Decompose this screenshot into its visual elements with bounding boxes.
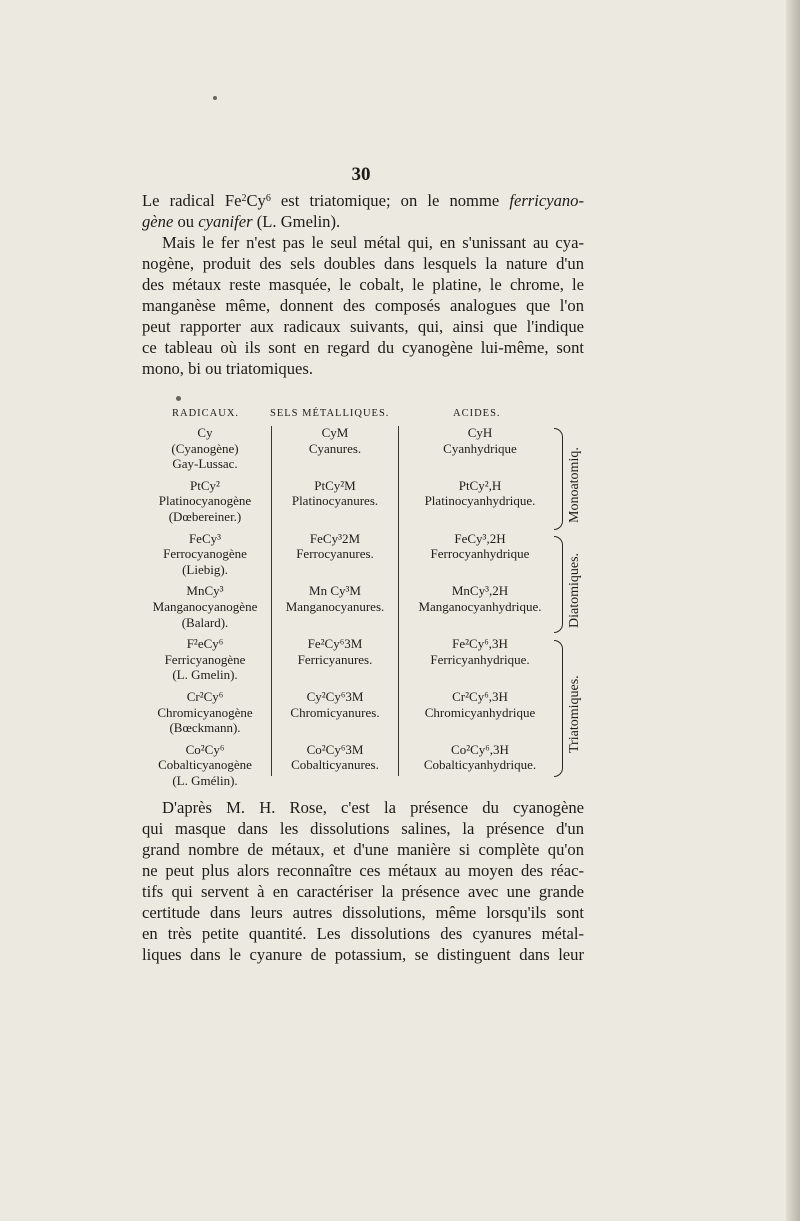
acide-entry: CyH Cyanhydrique [443,425,517,456]
text-line: grand nombre de métaux, et d'une manière si complète qu'on [142,840,584,859]
header-acides: ACIDES. [453,408,501,419]
text-line: D'après M. H. Rose, c'est la présence du cyanogène [162,798,584,817]
text-line: Le radical Fe$^2$Cy$^6$ est triatomique; on le nomme ferricyano- [142,191,584,210]
speck [176,396,181,401]
sel-entry: CyM Cyanures. [308,425,362,456]
sel-entry: Cy²Cy⁶3M Chromicyanures. [290,688,380,720]
acide-entry: FeCy³,2H Ferrocyanhydrique [430,530,530,562]
radical-entry: Cy (Cyanogène) Gay-Lussac. [171,425,239,472]
text-line: tifs qui servent à en caractériser la présence avec une grande [142,882,584,901]
acide-entry: Co²Cy⁶,3H Cobalticyanhydrique. [423,741,537,773]
cyanogen-table [140,408,600,788]
sel-entry: Co²Cy⁶3M Cobalticyanures. [291,741,379,773]
radical-entry: Co²Cy⁶ Cobalticyanogène (L. Gmélin). [158,741,252,788]
page-edge [786,0,800,1221]
page-number: 30 [351,164,371,185]
group-bracket-diatomic [554,536,563,633]
text-line: nogène, produit des sels doubles dans lesquels la nature d'un [142,254,584,273]
sel-entry: PtCy²M Platinocyanures. [291,477,379,509]
text-line: Mais le fer n'est pas le seul métal qui, en s'unissant au cya- [162,233,584,252]
acide-entry: Cr²Cy⁶,3H Chromicyanhydrique [424,688,536,720]
intro-paragraph [142,190,584,379]
group-label-monoatomic: Monoatomiq. [567,447,582,523]
sel-entry: Mn Cy³M Manganocyanures. [285,583,385,614]
text-line: gène ou cyanifer (L. Gmelin). [142,212,341,231]
text-line: manganèse même, donnent des composés analogues que l'on [142,296,584,315]
radicaux-column [140,425,270,794]
sels-column [270,425,400,779]
text-line: en très petite quantité. Les dissolutions des cyanures métal- [142,924,584,943]
group-label-triatomic: Triatomiques. [567,675,582,753]
radical-entry: Cr²Cy⁶ Chromicyanogène (Bœckmann). [157,688,253,736]
text-line: des métaux reste masquée, le cobalt, le platine, le chrome, le [142,275,584,294]
rose-paragraph [142,797,584,965]
text-line: qui masque dans les dissolutions salines, la présence d'un [142,819,584,838]
acide-entry: PtCy²,H Platinocyanhydrique. [424,477,536,509]
radical-entry: MnCy³ Manganocyanogène (Balard). [152,583,258,630]
header-sels: SELS MÉTALLIQUES. [270,408,390,419]
acides-column [400,425,560,779]
header-radicaux: RADICAUX. [172,408,240,419]
sel-entry: Fe²Cy⁶3M Ferricyanures. [297,636,373,667]
radical-entry: PtCy² Platinocyanogène (Dœbereiner.) [158,477,252,524]
text-line: peut rapporter aux radicaux suivants, qui, ainsi que l'indique [142,317,584,336]
text-line: certitude dans leurs autres dissolutions, même lorsqu'ils sont [142,903,584,922]
radical-entry: FeCy³ Ferrocyanogène (Liebig). [163,530,247,577]
text-line: liques dans le cyanure de potassium, se distinguent dans leur [142,945,584,964]
group-bracket-monoatomic [554,428,563,530]
text-line: ne peut plus alors reconnaître ces métaux au moyen des réac- [142,861,584,880]
acide-entry: Fe²Cy⁶,3H Ferricyanhydrique. [430,636,530,667]
group-label-diatomic: Diatomiques. [567,552,582,628]
text-line: ce tableau où ils sont en regard du cyanogène lui-même, sont [142,338,584,357]
text-line: mono, bi ou triatomiques. [142,359,313,378]
acide-entry: MnCy³,2H Manganocyanhydrique. [418,583,542,614]
radical-entry: F²eCy⁶ Ferricyanogène (L. Gmelin). [164,636,246,683]
group-bracket-triatomic [554,640,563,777]
sel-entry: FeCy³2M Ferrocyanures. [296,530,374,562]
speck [213,96,217,100]
